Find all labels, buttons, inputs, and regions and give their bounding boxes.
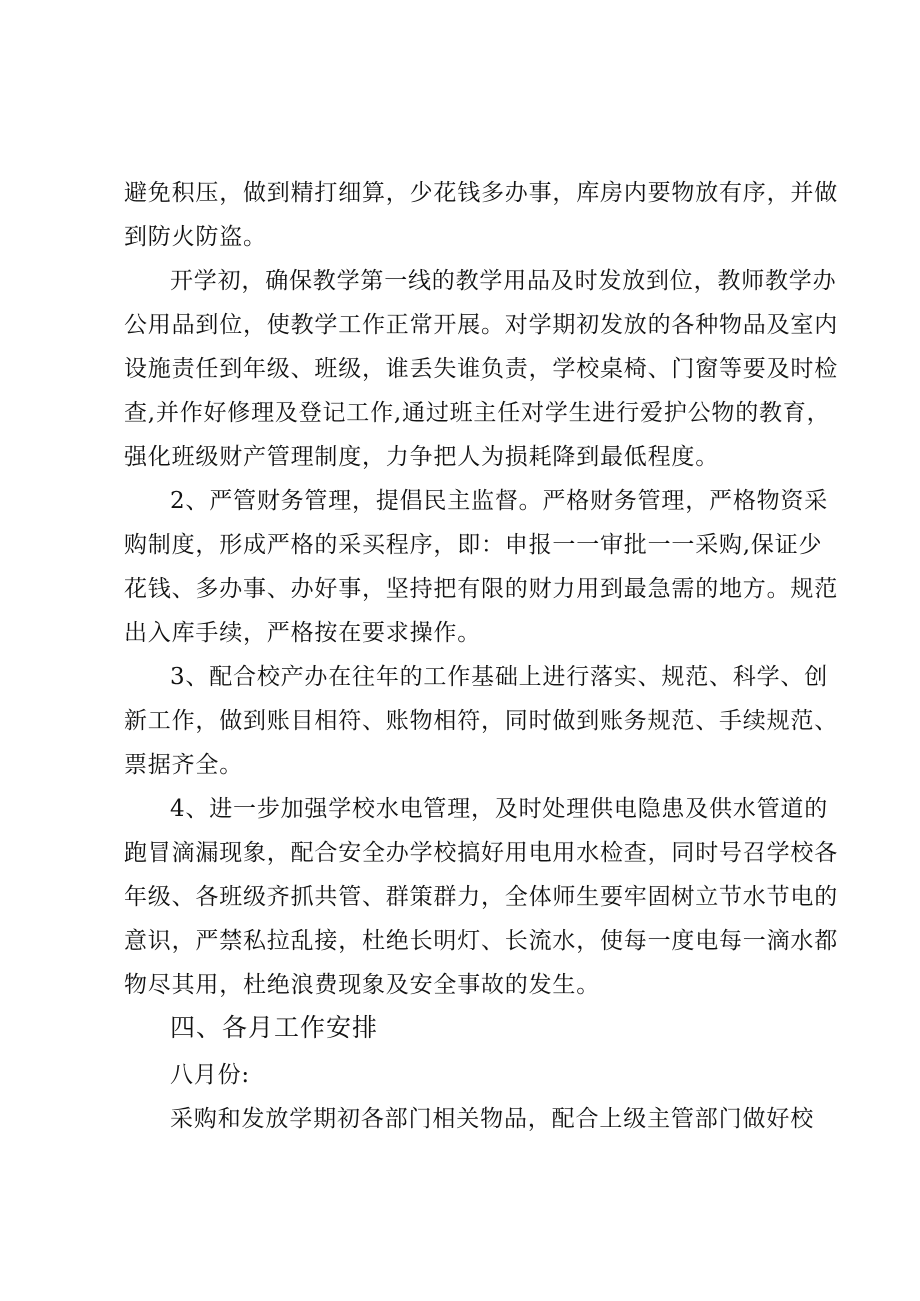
month-label: 八月份: xyxy=(170,1062,250,1088)
paragraph-2-line-4: 查,并作好修理及登记工作,通过班主任对学生进行爱护公物的教育， xyxy=(124,400,831,426)
paragraph-1-line-1: 避免积压，做到精打细算，少花钱多办事，库房内要物放有序，并做 xyxy=(124,180,838,206)
paragraph-2-line-1: 开学初，确保教学第一线的教学用品及时发放到位，教师教学办 xyxy=(170,268,837,294)
paragraph-1-line-2: 到防火防盗。 xyxy=(124,224,267,250)
paragraph-6-line-1: 采购和发放学期初各部门相关物品，配合上级主管部门做好校 xyxy=(170,1106,814,1132)
section-heading: 四、各月工作安排 xyxy=(170,1013,379,1042)
paragraph-2-line-3: 设施责任到年级、班级，谁丢失谁负责，学校桌椅、门窗等要及时检 xyxy=(124,356,838,382)
paragraph-3-line-3: 花钱、多办事、办好事，坚持把有限的财力用到最急需的地方。规范 xyxy=(124,576,838,602)
paragraph-2-line-2: 公用品到位，使教学工作正常开展。对学期初发放的各种物品及室内 xyxy=(124,312,838,338)
paragraph-5-line-5: 物尽其用，杜绝浪费现象及安全事故的发生。 xyxy=(124,972,600,998)
paragraph-4-line-1: 3、配合校产办在往年的工作基础上进行落实、规范、科学、创 xyxy=(170,664,829,690)
paragraph-3-line-1: 2、严管财务管理，提倡民主监督。严格财务管理，严格物资采 xyxy=(170,488,829,514)
paragraph-4-line-2: 新工作，做到账目相符、账物相符，同时做到账务规范、手续规范、 xyxy=(124,708,838,734)
paragraph-5-line-1: 4、进一步加强学校水电管理，及时处理供电隐患及供水管道的 xyxy=(170,796,829,822)
paragraph-5-line-3: 年级、各班级齐抓共管、群策群力，全体师生要牢固树立节水节电的 xyxy=(124,884,838,910)
paragraph-3-line-2: 购制度，形成严格的采买程序，即：申报一一审批一一采购,保证少 xyxy=(124,532,823,558)
paragraph-3-line-4: 出入库手续，严格按在要求操作。 xyxy=(124,620,481,646)
paragraph-2-line-5: 强化班级财产管理制度，力争把人为损耗降到最低程度。 xyxy=(124,444,719,470)
paragraph-5-line-2: 跑冒滴漏现象，配合安全办学校搞好用电用水检查，同时号召学校各 xyxy=(124,840,838,866)
paragraph-4-line-3: 票据齐全。 xyxy=(124,752,243,778)
paragraph-5-line-4: 意识，严禁私拉乱接，杜绝长明灯、长流水，使每一度电每一滴水都 xyxy=(124,928,838,954)
